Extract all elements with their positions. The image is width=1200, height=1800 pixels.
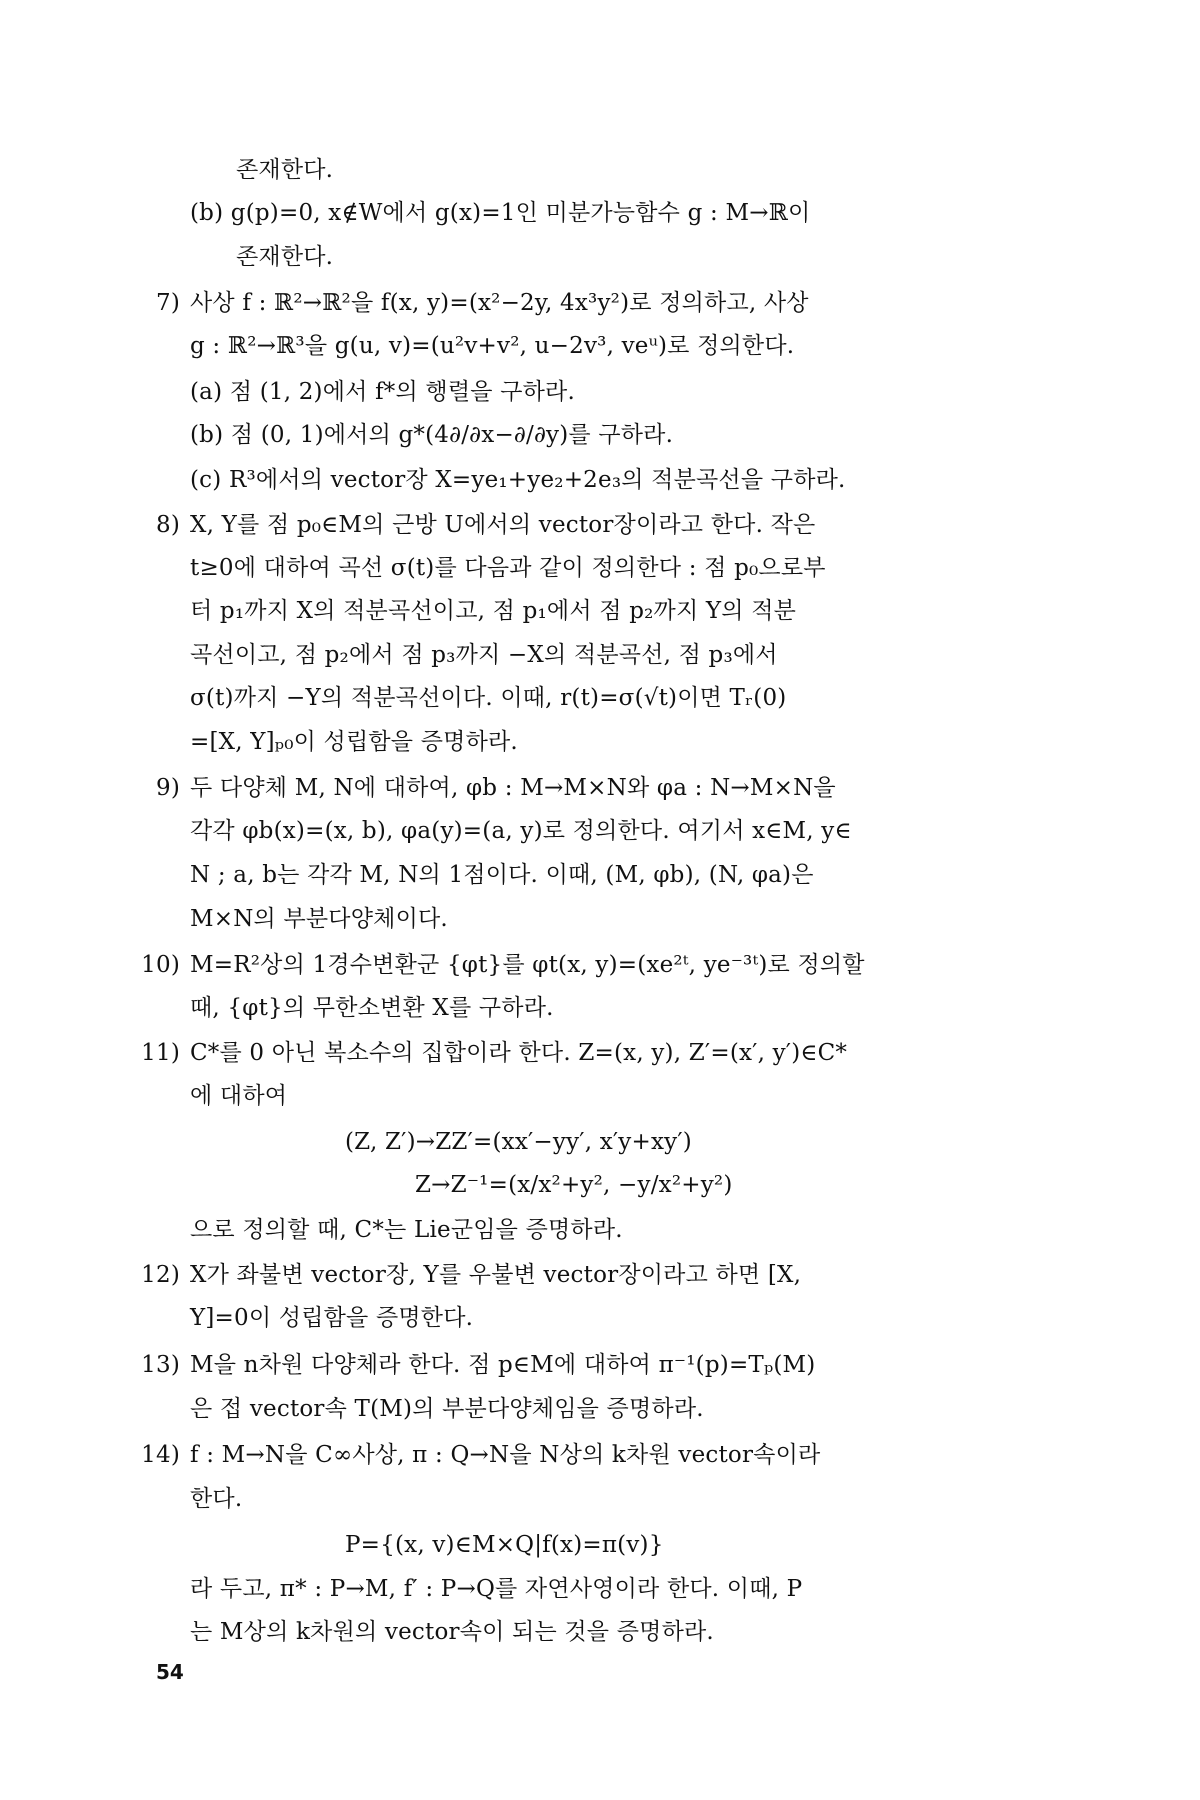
page-number: 54	[156, 1660, 184, 1684]
exercise-number: 11)	[141, 1040, 180, 1066]
text-line: 터 p₁까지 X의 적분곡선이고, 점 p₁에서 점 p₂까지 Y의 적분	[190, 598, 797, 624]
exercise-number: 10)	[141, 952, 180, 978]
text-line: σ(t)까지 −Y의 적분곡선이다. 이때, r(t)=σ(√t)이면 Tᵣ(0)	[190, 685, 787, 711]
text-line: Y]=0이 성립함을 증명한다.	[190, 1305, 474, 1331]
exercise-9: 9) 두 다양체 M, N에 대하여, φb : M→M×N와 φa : N→M×N을	[0, 768, 1200, 808]
text-line: 라 두고, π* : P→M, f′ : P→Q를 자연사영이라 한다. 이때, P	[190, 1576, 803, 1602]
text-line: 으로 정의할 때, C*는 Lie군임을 증명하라.	[190, 1217, 623, 1243]
text-line: (a) 점 (1, 2)에서 f*의 행렬을 구하라.	[190, 379, 575, 405]
text-line: 한다.	[190, 1486, 243, 1512]
text-line: N ; a, b는 각각 M, N의 1점이다. 이때, (M, φb), (N, φa)은	[190, 862, 814, 888]
text-line: 은 접 vector속 T(M)의 부분다양체임을 증명하라.	[190, 1396, 704, 1422]
text-line: 때, {φt}의 무한소변환 X를 구하라.	[190, 995, 554, 1021]
exercise-14: 14) f : M→N을 C∞사상, π : Q→N을 N상의 k차원 vector속이라	[0, 1435, 1200, 1475]
text-line: (b) 점 (0, 1)에서의 g*(4∂/∂x−∂/∂y)를 구하라.	[190, 422, 674, 448]
exercise-8: 8) X, Y를 점 p₀∈M의 근방 U에서의 vector장이라고 한다. 작은	[0, 505, 1200, 545]
text-line: 곡선이고, 점 p₂에서 점 p₃까지 −X의 적분곡선, 점 p₃에서	[190, 642, 778, 668]
exercise-10: 10) M=R²상의 1경수변환군 {φt}를 φt(x, y)=(xe²ᵗ, ye⁻³ᵗ)로 정의할	[0, 945, 1200, 985]
text-line: g : ℝ²→ℝ³을 g(u, v)=(u²v+v², u−2v³, veᵘ)로 정의한다.	[190, 333, 795, 359]
text-line: t≥0에 대하여 곡선 σ(t)를 다음과 같이 정의한다 : 점 p₀으로부	[190, 555, 826, 581]
exercise-number: 8)	[155, 512, 180, 538]
text-line: 존재한다.	[236, 244, 334, 270]
text-line: (c) R³에서의 vector장 X=ye₁+ye₂+2e₃의 적분곡선을 구하라.	[190, 467, 846, 493]
text-line: 각각 φb(x)=(x, b), φa(y)=(a, y)로 정의한다. 여기서 x∈M, y∈	[190, 818, 852, 844]
formula-line: (Z, Z′)→ZZ′=(xx′−yy′, x′y+xy′)	[345, 1129, 692, 1155]
text-line: =[X, Y]ₚ₀이 성립함을 증명하라.	[190, 729, 518, 755]
text-line: 에 대하여	[190, 1083, 288, 1109]
formula-line: P={(x, v)∈M×Q|f(x)=π(v)}	[345, 1532, 664, 1558]
exercise-number: 14)	[141, 1442, 180, 1468]
exercise-number: 12)	[141, 1262, 180, 1288]
formula-line: Z→Z⁻¹=(x/x²+y², −y/x²+y²)	[415, 1172, 733, 1198]
text-line: M×N의 부분다양체이다.	[190, 906, 448, 932]
exercise-7: 7) 사상 f : ℝ²→ℝ²을 f(x, y)=(x²−2y, 4x³y²)로 정의하고, 사상	[0, 283, 1200, 323]
text-line: 존재한다.	[236, 157, 334, 183]
exercise-number: 7)	[155, 290, 180, 316]
text-line: (b) g(p)=0, x∉W에서 g(x)=1인 미분가능함수 g : M→ℝ이	[190, 200, 811, 226]
exercise-number: 9)	[155, 775, 180, 801]
exercise-11: 11) C*를 0 아닌 복소수의 집합이라 한다. Z=(x, y), Z′=(x′, y′)∈C*	[0, 1033, 1200, 1073]
text-line: 는 M상의 k차원의 vector속이 되는 것을 증명하라.	[190, 1619, 714, 1645]
exercise-number: 13)	[141, 1352, 180, 1378]
exercise-13: 13) M을 n차원 다양체라 한다. 점 p∈M에 대하여 π⁻¹(p)=Tₚ(M)	[0, 1345, 1200, 1385]
exercise-12: 12) X가 좌불변 vector장, Y를 우불변 vector장이라고 하면 [X,	[0, 1255, 1200, 1295]
